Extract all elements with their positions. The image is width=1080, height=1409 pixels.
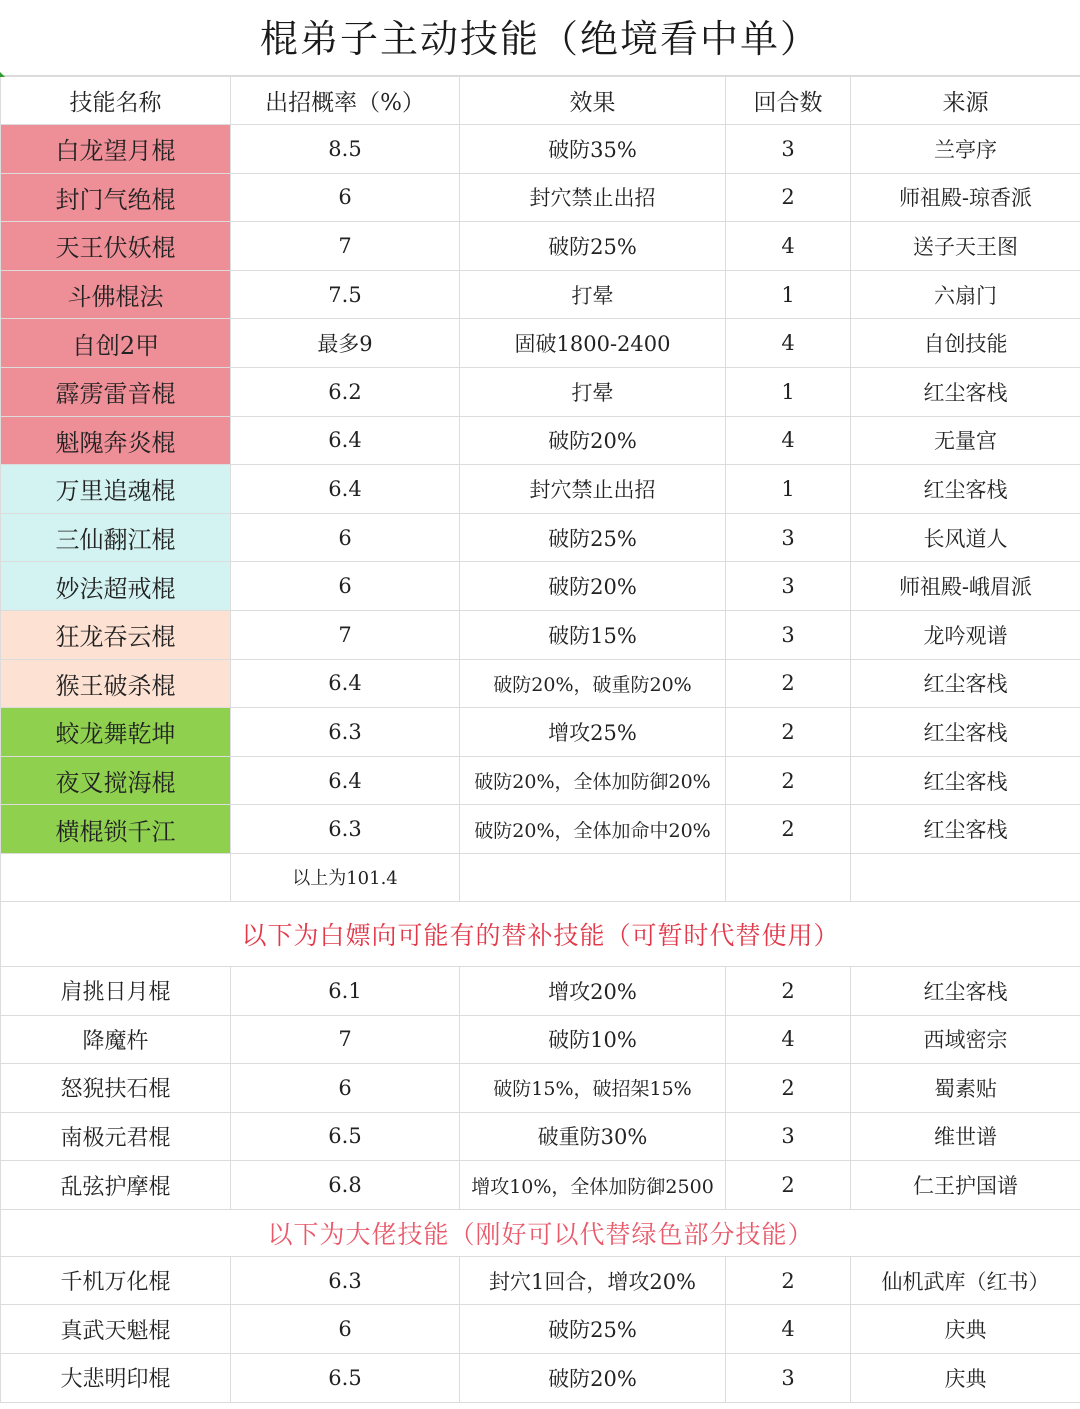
effect-cell: 打晕 — [460, 367, 726, 416]
effect-cell: 破防25% — [460, 513, 726, 562]
effect-cell: 破防15% — [460, 610, 726, 659]
empty-cell — [1, 853, 231, 901]
rounds-cell: 2 — [726, 966, 851, 1015]
source-cell: 自创技能 — [851, 319, 1080, 368]
header-rate: 出招概率（%） — [231, 77, 460, 125]
effect-cell: 破防20%，全体加防御20% — [460, 756, 726, 805]
effect-cell: 固破1800-2400 — [460, 319, 726, 368]
total-note: 以上为101.4 — [231, 853, 460, 901]
rate-cell: 6.5 — [231, 1354, 460, 1403]
rate-cell: 6.2 — [231, 367, 460, 416]
table-row — [1, 1064, 1080, 1113]
rate-cell: 最多9 — [231, 319, 460, 368]
skill-name-cell: 横棍锁千江 — [1, 805, 231, 854]
skill-name-cell: 斗佛棍法 — [1, 270, 231, 319]
skills-table — [0, 76, 1080, 1403]
skill-name-cell: 魁隗奔炎棍 — [1, 416, 231, 465]
table-row — [1, 562, 1080, 611]
section-banner: 以下为白嫖向可能有的替补技能（可暂时代替使用） — [1, 901, 1080, 966]
rounds-cell: 3 — [726, 1354, 851, 1403]
rate-cell: 6 — [231, 173, 460, 222]
source-cell: 维世谱 — [851, 1112, 1080, 1161]
skill-name-cell: 南极元君棍 — [1, 1112, 231, 1161]
source-cell: 长风道人 — [851, 513, 1080, 562]
skill-name-cell: 天王伏妖棍 — [1, 222, 231, 271]
source-cell: 红尘客栈 — [851, 465, 1080, 514]
skill-name-cell: 妙法超戒棍 — [1, 562, 231, 611]
effect-cell: 封穴禁止出招 — [460, 465, 726, 514]
source-cell: 仙机武库（红书） — [851, 1256, 1080, 1305]
rate-cell: 6 — [231, 1064, 460, 1113]
total-row — [1, 853, 1080, 901]
table-row — [1, 1112, 1080, 1161]
source-cell: 红尘客栈 — [851, 805, 1080, 854]
table-row — [1, 1305, 1080, 1354]
effect-cell: 破防20%，破重防20% — [460, 659, 726, 708]
skill-name-cell: 真武天魁棍 — [1, 1305, 231, 1354]
rate-cell: 6.4 — [231, 465, 460, 514]
table-row — [1, 659, 1080, 708]
rounds-cell: 1 — [726, 465, 851, 514]
effect-cell: 破防20% — [460, 416, 726, 465]
header-rounds: 回合数 — [726, 77, 851, 125]
rate-cell: 6 — [231, 513, 460, 562]
source-cell: 庆典 — [851, 1354, 1080, 1403]
table-row — [1, 513, 1080, 562]
skill-name-cell: 大悲明印棍 — [1, 1354, 231, 1403]
rate-cell: 7 — [231, 222, 460, 271]
effect-cell: 封穴1回合，增攻20% — [460, 1256, 726, 1305]
effect-cell: 破防15%，破招架15% — [460, 1064, 726, 1113]
effect-cell: 破防20% — [460, 1354, 726, 1403]
rounds-cell: 4 — [726, 319, 851, 368]
table-row — [1, 125, 1080, 174]
skill-name-cell: 白龙望月棍 — [1, 125, 231, 174]
rounds-cell: 3 — [726, 513, 851, 562]
source-cell: 红尘客栈 — [851, 966, 1080, 1015]
effect-cell: 破防10% — [460, 1015, 726, 1064]
effect-cell: 增攻25% — [460, 708, 726, 757]
skill-name-cell: 蛟龙舞乾坤 — [1, 708, 231, 757]
table-row — [1, 173, 1080, 222]
table-row — [1, 416, 1080, 465]
rounds-cell: 2 — [726, 805, 851, 854]
effect-cell: 破防20%，全体加命中20% — [460, 805, 726, 854]
effect-cell: 破防35% — [460, 125, 726, 174]
effect-cell: 破防25% — [460, 222, 726, 271]
source-cell: 蜀素贴 — [851, 1064, 1080, 1113]
source-cell: 庆典 — [851, 1305, 1080, 1354]
rounds-cell: 4 — [726, 1305, 851, 1354]
rounds-cell: 3 — [726, 610, 851, 659]
rate-cell: 6.3 — [231, 1256, 460, 1305]
rate-cell: 6.1 — [231, 966, 460, 1015]
rate-cell: 6.8 — [231, 1161, 460, 1210]
skill-name-cell: 狂龙吞云棍 — [1, 610, 231, 659]
source-cell: 红尘客栈 — [851, 756, 1080, 805]
source-cell: 无量宫 — [851, 416, 1080, 465]
skill-name-cell: 霹雳雷音棍 — [1, 367, 231, 416]
table-row — [1, 222, 1080, 271]
empty-cell — [726, 853, 851, 901]
cell-marker — [0, 72, 5, 77]
sheet-title: 棍弟子主动技能（绝境看中单） — [0, 0, 1080, 76]
table-row — [1, 756, 1080, 805]
rate-cell: 7 — [231, 610, 460, 659]
rounds-cell: 2 — [726, 1256, 851, 1305]
source-cell: 西域密宗 — [851, 1015, 1080, 1064]
effect-cell: 打晕 — [460, 270, 726, 319]
rounds-cell: 2 — [726, 756, 851, 805]
rounds-cell: 2 — [726, 659, 851, 708]
skill-name-cell: 千机万化棍 — [1, 1256, 231, 1305]
section-banner-row — [1, 1209, 1080, 1256]
rounds-cell: 3 — [726, 562, 851, 611]
table-row — [1, 319, 1080, 368]
rounds-cell: 2 — [726, 173, 851, 222]
skill-name-cell: 三仙翻江棍 — [1, 513, 231, 562]
source-cell: 红尘客栈 — [851, 708, 1080, 757]
table-row — [1, 805, 1080, 854]
table-row — [1, 367, 1080, 416]
source-cell: 仁王护国谱 — [851, 1161, 1080, 1210]
skill-name-cell: 万里追魂棍 — [1, 465, 231, 514]
header-source: 来源 — [851, 77, 1080, 125]
rounds-cell: 3 — [726, 125, 851, 174]
table-row — [1, 270, 1080, 319]
rounds-cell: 4 — [726, 416, 851, 465]
empty-cell — [851, 853, 1080, 901]
table-row — [1, 1354, 1080, 1403]
rate-cell: 6.3 — [231, 708, 460, 757]
rounds-cell: 2 — [726, 708, 851, 757]
source-cell: 六扇门 — [851, 270, 1080, 319]
header-effect: 效果 — [460, 77, 726, 125]
rate-cell: 6.5 — [231, 1112, 460, 1161]
rounds-cell: 3 — [726, 1112, 851, 1161]
effect-cell: 破防20% — [460, 562, 726, 611]
section-banner: 以下为大佬技能（刚好可以代替绿色部分技能） — [1, 1209, 1080, 1256]
section-banner-row — [1, 901, 1080, 966]
skill-name-cell: 自创2甲 — [1, 319, 231, 368]
table-row — [1, 1256, 1080, 1305]
effect-cell: 增攻20% — [460, 966, 726, 1015]
table-row — [1, 1161, 1080, 1210]
rounds-cell: 2 — [726, 1064, 851, 1113]
source-cell: 龙吟观谱 — [851, 610, 1080, 659]
source-cell: 师祖殿-琼香派 — [851, 173, 1080, 222]
effect-cell: 封穴禁止出招 — [460, 173, 726, 222]
rate-cell: 6 — [231, 1305, 460, 1354]
rate-cell: 6.4 — [231, 659, 460, 708]
header-row — [1, 77, 1080, 125]
source-cell: 兰亭序 — [851, 125, 1080, 174]
skill-name-cell: 猴王破杀棍 — [1, 659, 231, 708]
rounds-cell: 1 — [726, 270, 851, 319]
empty-cell — [460, 853, 726, 901]
rate-cell: 6.4 — [231, 416, 460, 465]
source-cell: 师祖殿-峨眉派 — [851, 562, 1080, 611]
source-cell: 红尘客栈 — [851, 367, 1080, 416]
rate-cell: 7 — [231, 1015, 460, 1064]
rounds-cell: 1 — [726, 367, 851, 416]
skill-name-cell: 夜叉搅海棍 — [1, 756, 231, 805]
table-row — [1, 610, 1080, 659]
table-row — [1, 465, 1080, 514]
skill-name-cell: 降魔杵 — [1, 1015, 231, 1064]
table-row — [1, 1015, 1080, 1064]
rate-cell: 6.3 — [231, 805, 460, 854]
rate-cell: 6 — [231, 562, 460, 611]
header-skill-name: 技能名称 — [1, 77, 231, 125]
effect-cell: 破重防30% — [460, 1112, 726, 1161]
skill-name-cell: 封门气绝棍 — [1, 173, 231, 222]
effect-cell: 增攻10%，全体加防御2500 — [460, 1161, 726, 1210]
skill-name-cell: 怒猊扶石棍 — [1, 1064, 231, 1113]
skill-name-cell: 乱弦护摩棍 — [1, 1161, 231, 1210]
rate-cell: 8.5 — [231, 125, 460, 174]
rounds-cell: 2 — [726, 1161, 851, 1210]
table-row — [1, 708, 1080, 757]
rounds-cell: 4 — [726, 222, 851, 271]
rate-cell: 7.5 — [231, 270, 460, 319]
rate-cell: 6.4 — [231, 756, 460, 805]
source-cell: 红尘客栈 — [851, 659, 1080, 708]
effect-cell: 破防25% — [460, 1305, 726, 1354]
source-cell: 送子天王图 — [851, 222, 1080, 271]
skill-name-cell: 肩挑日月棍 — [1, 966, 231, 1015]
rounds-cell: 4 — [726, 1015, 851, 1064]
table-row — [1, 966, 1080, 1015]
